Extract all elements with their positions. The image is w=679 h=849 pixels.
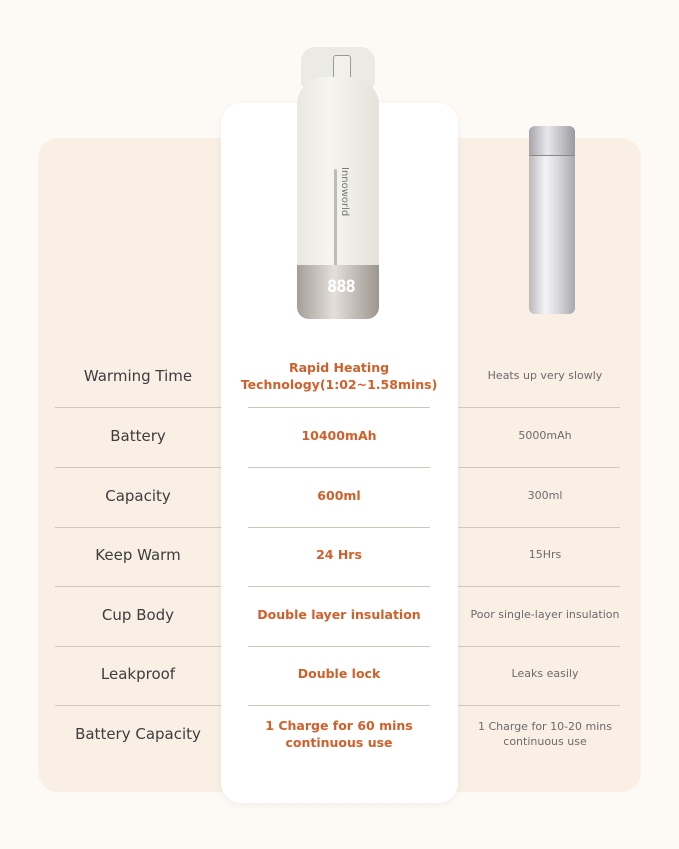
innoworld-value: 600ml [317, 488, 361, 504]
comparison-row [0, 467, 679, 526]
innoworld-value: Double lock [297, 666, 381, 682]
innoworld-value: Rapid Heating Technology(1:02~1.58mins) [240, 360, 438, 392]
feature-label: Capacity [105, 486, 171, 505]
competitor-value: 1 Charge for 10-20 mins continuous use [477, 720, 613, 748]
competitor-tumbler-image [529, 126, 575, 314]
feature-label: Battery [110, 426, 166, 445]
innoworld-value: 24 Hrs [316, 547, 362, 563]
innoworld-value: 1 Charge for 60 mins continuous use [265, 718, 413, 750]
comparison-row [0, 526, 679, 585]
comparison-row [0, 586, 679, 645]
innoworld-value: 10400mAh [301, 428, 377, 444]
competitor-value: 5000mAh [518, 429, 572, 443]
feature-label: Keep Warm [95, 545, 181, 564]
bottle-base [297, 265, 379, 319]
feature-label: Battery Capacity [75, 724, 201, 743]
comparison-row [0, 645, 679, 704]
competitor-value: 300ml [527, 489, 563, 503]
comparison-row [0, 347, 679, 406]
competitor-value: Leaks easily [511, 667, 579, 681]
tumbler-cap [529, 126, 575, 156]
feature-label: Warming Time [83, 366, 193, 385]
innoworld-bottle-image [297, 47, 379, 319]
led-display: 888 [327, 277, 355, 297]
bottle-body [297, 77, 379, 267]
competitor-value: Poor single-layer insulation [470, 608, 620, 622]
comparison-row [0, 705, 679, 764]
feature-label: Leakproof [100, 664, 176, 683]
innoworld-value: Double layer insulation [257, 607, 421, 623]
comparison-row [0, 407, 679, 466]
competitor-value: 15Hrs [528, 548, 562, 562]
brand-logo: Innoworld [339, 167, 350, 217]
feature-label: Cup Body [101, 605, 175, 624]
decor-line [334, 169, 337, 279]
competitor-value: Heats up very slowly [487, 369, 603, 383]
